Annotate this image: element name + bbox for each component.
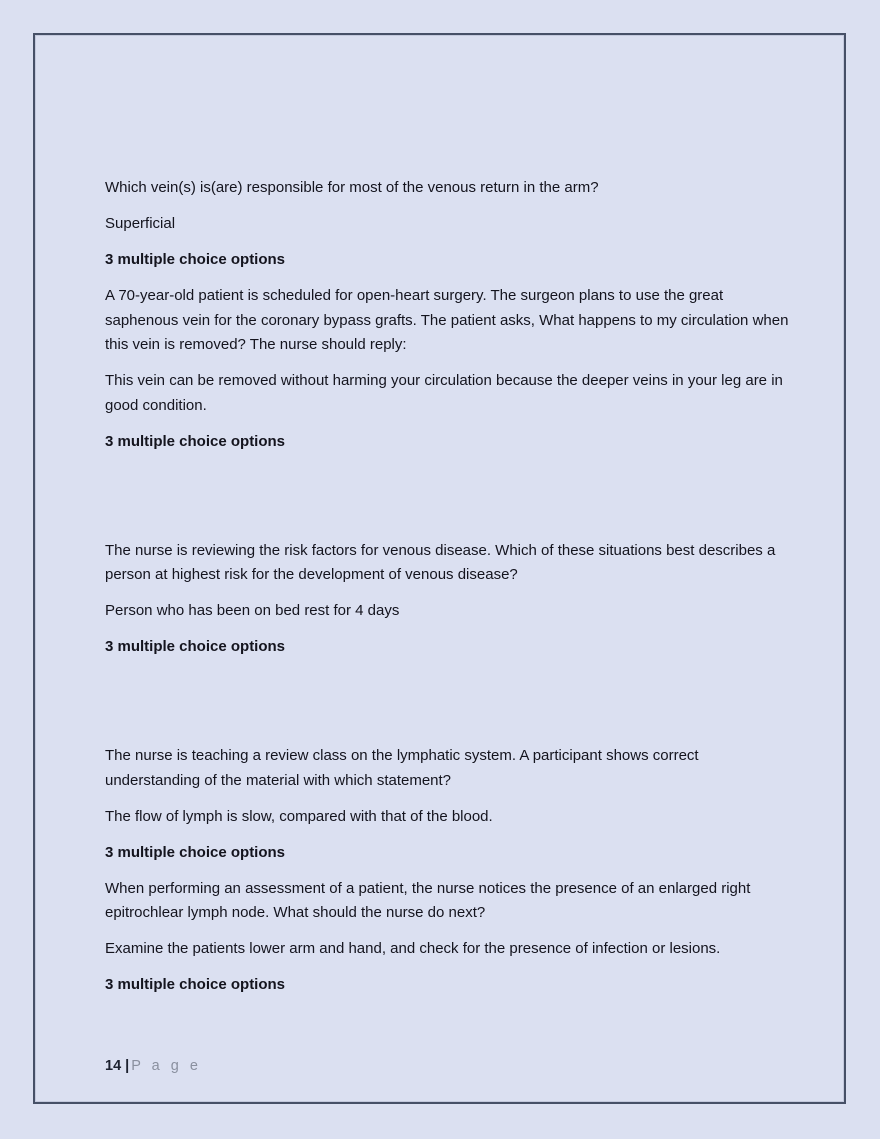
options-label: 3 multiple choice options	[105, 251, 286, 268]
options-label: 3 multiple choice options	[105, 843, 286, 861]
answer-text: The flow of lymph is slow, compared with that of the blood.	[105, 807, 493, 825]
options-label: 3 multiple choice options	[105, 976, 286, 993]
footer-separator: |	[125, 1057, 130, 1074]
question-text: The nurse is reviewing the risk factors for venous disease. Which of these situations best describes a person at highest risk for the development of venous disease?	[105, 541, 776, 583]
page-border	[33, 33, 846, 1104]
paragraph-gap	[105, 466, 793, 539]
options-label: 3 multiple choice options	[105, 638, 286, 655]
page-number: 14	[105, 1057, 122, 1074]
page-footer	[105, 1054, 793, 1079]
answer-text: This vein can be removed without harming your circulation because the deeper veins in your leg are in good condition.	[105, 372, 783, 414]
paragraph-gap	[105, 671, 793, 744]
answer-text: Superficial	[105, 215, 176, 232]
page-content	[105, 176, 793, 1078]
page-label: P a g e	[131, 1057, 202, 1074]
options-label: 3 multiple choice options	[105, 432, 286, 450]
question-text: The nurse is teaching a review class on the lymphatic system. A participant shows correct understanding of the material with which statement?	[105, 747, 699, 789]
question-text: Which vein(s) is(are) responsible for most of the venous return in the arm?	[105, 179, 599, 196]
question-text: A 70-year-old patient is scheduled for open-heart surgery. The surgeon plans to use the great saphenous vein for the coronary bypass grafts. The patient asks, What happens to my circulation when this vein is removed? The nurse should reply:	[105, 287, 789, 353]
question-text: When performing an assessment of a patient, the nurse notices the presence of an enlarged right epitrochlear lymph node. What should the nurse do next?	[105, 879, 751, 921]
answer-text: Person who has been on bed rest for 4 days	[105, 602, 400, 619]
answer-text: Examine the patients lower arm and hand, and check for the presence of infection or lesions.	[105, 940, 721, 957]
